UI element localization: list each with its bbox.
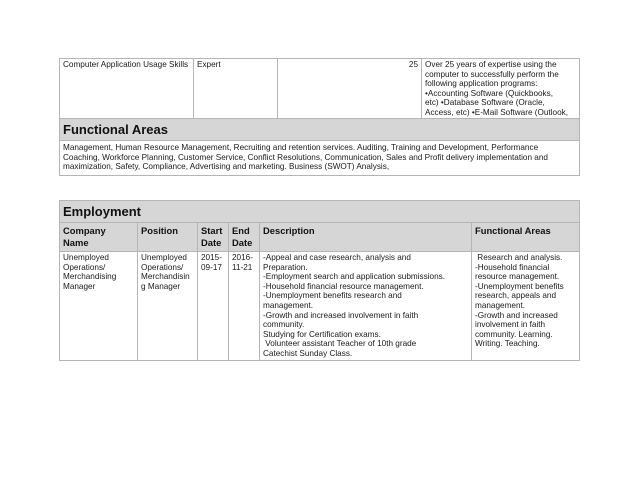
employment-header-row (60, 223, 580, 252)
functional-line: -Unemployment benefits (475, 281, 564, 291)
employment-title: Employment (60, 201, 580, 223)
description-line: Volunteer assistant Teacher of 10th grade (263, 339, 417, 349)
skill-level-cell (194, 59, 278, 119)
description-line: -Household financial resource management. (263, 281, 424, 291)
description-line: management. (263, 300, 314, 310)
company-line: Unemployed (63, 253, 109, 262)
skill-name-cell (60, 59, 194, 119)
position-cell (138, 252, 198, 361)
skill-level: Expert (197, 60, 221, 69)
header-line: Date (232, 237, 253, 248)
header-line: Position (141, 225, 178, 236)
skill-years-cell (278, 59, 422, 119)
functional-areas-title: Functional Areas (60, 119, 580, 141)
column-header-description (260, 223, 472, 252)
functional-line: research, appeals and (475, 291, 557, 301)
description-line: Preparation. (263, 262, 308, 272)
header-line: End (232, 225, 250, 236)
skills-row (60, 59, 580, 119)
start-date-line: 2015- (201, 253, 222, 262)
skill-years: 25 (408, 60, 418, 69)
skills-table (59, 58, 580, 176)
company-cell (60, 252, 138, 361)
header-line: Date (201, 237, 222, 248)
header-line: Functional Areas (475, 225, 551, 236)
start-date-cell (198, 252, 229, 361)
column-header-end-date (229, 223, 260, 252)
functional-line: management. (475, 300, 526, 310)
description-line: Catechist Sunday Class. (263, 348, 353, 358)
company-line: Merchandising (63, 272, 117, 282)
functional-line: Research and analysis. (475, 253, 563, 262)
position-line: Merchandisin (141, 272, 190, 282)
skill-description-line: following application programs: (425, 79, 538, 89)
column-header-company (60, 223, 138, 252)
skill-description-line: •Accounting Software (Quickbooks, (425, 88, 554, 98)
header-line: Description (263, 225, 315, 236)
position-line: Unemployed (141, 253, 187, 262)
functional-line: Writing. Teaching. (475, 339, 540, 349)
description-line: -Appeal and case research, analysis and (263, 253, 411, 262)
column-header-position (138, 223, 198, 252)
description-line: community. (263, 320, 305, 330)
functional-areas-text: Management, Human Resource Management, Recruiting and retention services. Auditing, Training and Development, Performance Coaching, Workforce Planning, Customer Service, Conflict Resolutions, Communication, Sales and Profit delivery implementation and maximization, Safety, Compliance, Advertising and marketing. Business (SWOT) Analysis, (60, 141, 580, 176)
skill-description-line: etc) •Database Software (Oracle, (425, 98, 545, 108)
employment-row (60, 252, 580, 361)
functional-line: community. Learning. (475, 329, 553, 339)
functional-line: -Growth and increased (475, 310, 558, 320)
column-header-functional-areas (472, 223, 580, 252)
position-line: Operations/ (141, 262, 184, 272)
end-date-cell (229, 252, 260, 361)
skill-name: Computer Application Usage Skills (63, 60, 189, 69)
description-line: -Employment search and application submissions. (263, 272, 446, 282)
functional-line: resource management. (475, 272, 560, 282)
header-line: Start (201, 225, 223, 236)
description-line: Studying for Certification exams. (263, 329, 381, 339)
skill-description-cell (422, 59, 580, 119)
company-line: Manager (63, 281, 96, 291)
header-line: Company (63, 225, 106, 236)
functional-areas-body-row (60, 141, 580, 176)
position-line: g Manager (141, 281, 181, 291)
functional-areas-cell (472, 252, 580, 361)
description-line: -Unemployment benefits research and (263, 291, 402, 301)
skill-description-line: Access, etc) •E-Mail Software (Outlook, (425, 107, 569, 117)
end-date-line: 2016- (232, 253, 253, 262)
column-header-start-date (198, 223, 229, 252)
company-line: Operations/ (63, 262, 106, 272)
employment-table (59, 200, 580, 361)
description-line: -Growth and increased involvement in faith (263, 310, 419, 320)
functional-line: -Household financial (475, 262, 550, 272)
functional-line: involvement in faith (475, 320, 546, 330)
employment-title-row (60, 201, 580, 223)
skill-description-line: computer to successfully perform the (425, 69, 559, 79)
header-line: Name (63, 237, 89, 248)
description-cell (260, 252, 472, 361)
functional-areas-header-row (60, 119, 580, 141)
skill-description (425, 60, 576, 117)
end-date-line: 11-21 (232, 262, 253, 272)
start-date-line: 09-17 (201, 262, 222, 272)
skill-description-line: Over 25 years of expertise using the (425, 60, 557, 69)
